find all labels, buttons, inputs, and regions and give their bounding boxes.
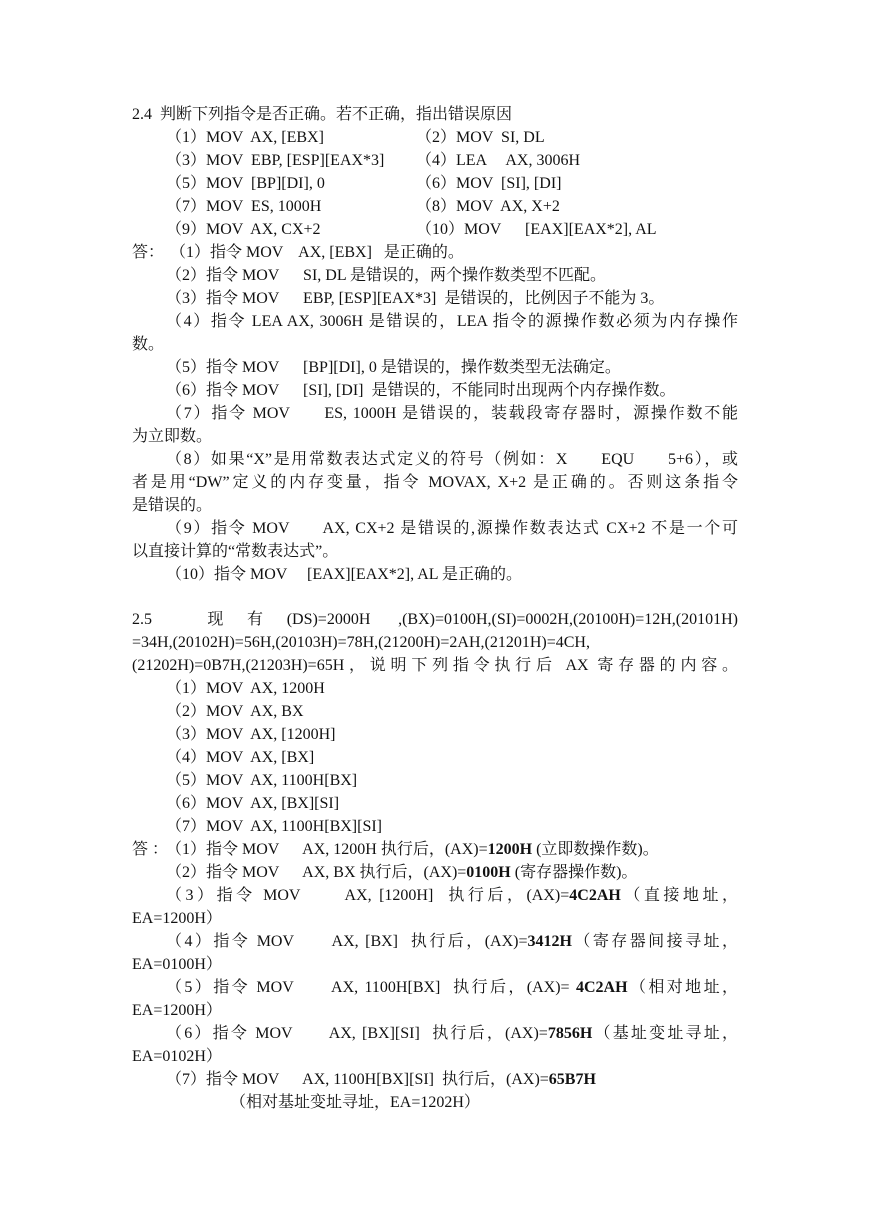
answer-line: EA=1200H） bbox=[132, 910, 222, 927]
answer-label: 答： bbox=[132, 244, 165, 261]
answer-line: 为立即数。 bbox=[132, 428, 213, 445]
instruction-item: （6）MOV [SI], [DI] bbox=[416, 175, 562, 192]
instruction-item: （8）MOV AX, X+2 bbox=[416, 198, 560, 215]
question-2-5-intro: =34H,(20102H)=56H,(20103H)=78H,(21200H)=2AH,(21201H)=4CH, bbox=[132, 634, 590, 651]
answer-line: （8）如果“X”是用常数表达式定义的符号（例如：X EQU 5+6），或 bbox=[166, 451, 738, 468]
instruction-item: （3）MOV EBP, [ESP][EAX*3] bbox=[166, 152, 385, 169]
instruction-item: （1）MOV AX, [EBX] bbox=[166, 129, 324, 146]
instruction-row bbox=[166, 173, 738, 195]
answer-line: （6）指令 MOV [SI], [DI] 是错误的，不能同时出现两个内存操作数。 bbox=[166, 382, 676, 399]
answer-text: （1）指令 MOV AX, [EBX] 是正确的。 bbox=[170, 244, 464, 261]
answer-line: （4）指令 LEA AX, 3006H 是错误的，LEA 指令的源操作数必须为内存操作 bbox=[166, 313, 738, 330]
answer-line: 是错误的。 bbox=[132, 497, 213, 514]
instruction-item: （3）MOV AX, [1200H] bbox=[166, 726, 336, 743]
ax-result: 4C2AH bbox=[569, 887, 621, 904]
instruction-item: （6）MOV AX, [BX][SI] bbox=[166, 795, 340, 812]
question-2-5-intro: 2.5 现有(DS)=2000H ,(BX)=0100H,(SI)=0002H,(20100H)=12H,(20101H) bbox=[132, 611, 738, 628]
question-2-5-intro: (21202H)=0B7H,(21203H)=65H，说明下列指令执行后 AX 寄存器的内容。 bbox=[132, 657, 738, 674]
ax-result: 65B7H bbox=[548, 1071, 596, 1088]
ax-result: 7856H bbox=[547, 1025, 593, 1042]
ax-result: 4C2AH bbox=[575, 979, 628, 996]
answer-line: 者是用“DW”定义的内存变量，指令 MOVAX, X+2 是正确的。否则这条指令 bbox=[132, 474, 738, 491]
answer-line: （2）指令 MOV SI, DL 是错误的，两个操作数类型不匹配。 bbox=[166, 267, 607, 284]
question-2-4-title: 2.4 判断下列指令是否正确。若不正确，指出错误原因 bbox=[132, 106, 513, 123]
answer-line: 数。 bbox=[132, 336, 165, 353]
instruction-row bbox=[166, 127, 738, 149]
answer-line: （7）指令 MOV AX, 1100H[BX][SI] 执行后，(AX)=65B7H bbox=[166, 1071, 596, 1088]
answer-line: （相对基址变址寻址，EA=1202H） bbox=[230, 1094, 480, 1111]
ax-result: 3412H bbox=[527, 933, 572, 950]
answer-line: （3）指令 MOV EBP, [ESP][EAX*3] 是错误的，比例因子不能为 3。 bbox=[166, 290, 665, 307]
instruction-item: （7）MOV AX, 1100H[BX][SI] bbox=[166, 818, 383, 835]
instruction-row bbox=[166, 219, 738, 241]
answer-label: 答 ： bbox=[132, 841, 169, 858]
answer-line: EA=1200H） bbox=[132, 1002, 222, 1019]
instruction-item: （5）MOV [BP][DI], 0 bbox=[166, 175, 325, 192]
instruction-item: （9）MOV AX, CX+2 bbox=[166, 221, 321, 238]
ax-result: 1200H bbox=[487, 841, 533, 858]
answer-line: 答 ： （1）指令 MOV AX, 1200H 执行后，(AX)=1200H (立即数操作数)。 bbox=[132, 841, 659, 858]
instruction-item: （1）MOV AX, 1200H bbox=[166, 680, 325, 697]
answer-line: （2）指令 MOV AX, BX 执行后，(AX)=0100H (寄存器操作数)。 bbox=[166, 864, 638, 881]
instruction-row bbox=[166, 150, 738, 172]
instruction-item: （2）MOV SI, DL bbox=[416, 129, 545, 146]
answer-line: （3）指令 MOV AX, [1200H] 执行后，(AX)=4C2AH（直接地址， bbox=[166, 887, 738, 904]
instruction-item: （5）MOV AX, 1100H[BX] bbox=[166, 772, 358, 789]
answer-line: EA=0102H） bbox=[132, 1048, 222, 1065]
answer-line: （7）指令 MOV ES, 1000H 是错误的，装载段寄存器时，源操作数不能 bbox=[166, 405, 738, 422]
instruction-item: （4）MOV AX, [BX] bbox=[166, 749, 315, 766]
answer-line: （5）指令 MOV [BP][DI], 0 是错误的，操作数类型无法确定。 bbox=[166, 359, 621, 376]
answer-line: （10）指令 MOV [EAX][EAX*2], AL 是正确的。 bbox=[166, 566, 522, 583]
instruction-item: （2）MOV AX, BX bbox=[166, 703, 304, 720]
instruction-row bbox=[166, 196, 738, 218]
instruction-item: （10）MOV [EAX][EAX*2], AL bbox=[416, 221, 657, 238]
answer-line: 以直接计算的“常数表达式”。 bbox=[132, 543, 339, 560]
ax-result: 0100H bbox=[466, 864, 511, 881]
answer-line: EA=0100H） bbox=[132, 956, 222, 973]
answer-line: （4）指令 MOV AX, [BX] 执行后，(AX)=3412H（寄存器间接寻址， bbox=[166, 933, 738, 950]
answer-line bbox=[132, 242, 738, 264]
answer-line: （6）指令 MOV AX, [BX][SI] 执行后，(AX)=7856H（基址变址寻址， bbox=[166, 1025, 738, 1042]
answer-line: （9）指令 MOV AX, CX+2 是错误的,源操作数表达式 CX+2 不是一个可 bbox=[166, 520, 738, 537]
answer-line: （5）指令 MOV AX, 1100H[BX] 执行后，(AX)= 4C2AH（相对地址， bbox=[166, 979, 738, 996]
instruction-item: （7）MOV ES, 1000H bbox=[166, 198, 322, 215]
instruction-item: （4）LEA AX, 3006H bbox=[416, 152, 581, 169]
